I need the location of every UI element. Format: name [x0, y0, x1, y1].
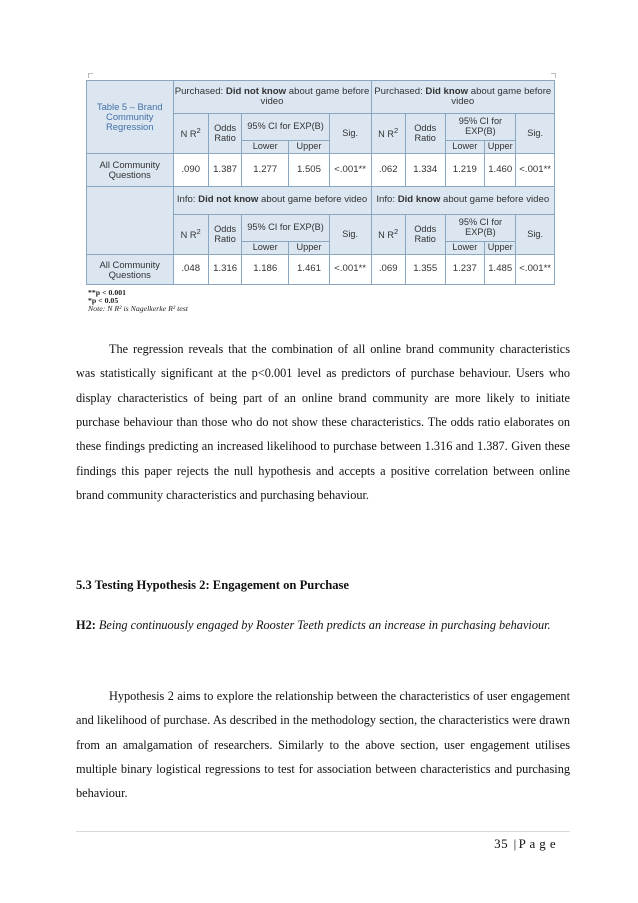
header-lower: Lower [445, 141, 485, 154]
section-purchased-did-know: Purchased: Did know about game before video [371, 81, 554, 114]
footer-separator: | [513, 836, 517, 851]
row-label: All Community Questions [87, 255, 174, 285]
footer-divider [76, 831, 570, 832]
table-notes [88, 289, 188, 313]
header-odds-ratio: Odds Ratio [208, 114, 241, 154]
cell-odds: 1.316 [208, 255, 241, 285]
cell-lower: 1.237 [445, 255, 485, 285]
header-ci: 95% CI for EXP(B) [445, 114, 516, 141]
page-number: 35 [494, 836, 508, 851]
header-lower: Lower [445, 242, 485, 255]
header-upper: Upper [289, 141, 330, 154]
header-nr2: N $R^2$ [173, 215, 208, 255]
header-sig: Sig. [329, 114, 371, 154]
header-nr2: N $R^2$ [173, 114, 208, 154]
section-purchased-did-not-know: Purchased: Did not know about game before video [173, 81, 371, 114]
cell-nr2: .062 [371, 154, 405, 187]
header-upper: Upper [485, 141, 516, 154]
cell-upper: 1.461 [289, 255, 330, 285]
page-footer [494, 836, 556, 852]
hypothesis-text: Being continuously engaged by Rooster Teeth predicts an increase in purchasing behaviour. [95, 618, 551, 632]
header-sig: Sig. [329, 215, 371, 255]
header-lower: Lower [242, 242, 289, 255]
cell-upper: 1.460 [485, 154, 516, 187]
header-sig: Sig. [516, 215, 555, 255]
cell-sig: <.001** [329, 154, 371, 187]
crop-mark-top-right [551, 73, 556, 78]
header-ci: 95% CI for EXP(B) [242, 215, 330, 242]
header-sig: Sig. [516, 114, 555, 154]
section-info-did-not-know: Info: Did not know about game before video [173, 187, 371, 215]
cell-odds: 1.334 [405, 154, 445, 187]
header-ci: 95% CI for EXP(B) [445, 215, 516, 242]
header-nr2: N $R^2$ [371, 215, 405, 255]
cell-upper: 1.505 [289, 154, 330, 187]
section-heading: 5.3 Testing Hypothesis 2: Engagement on Purchase [76, 578, 350, 592]
cell-odds: 1.355 [405, 255, 445, 285]
header-lower: Lower [242, 141, 289, 154]
cell-nr2: .090 [173, 154, 208, 187]
cell-nr2: .069 [371, 255, 405, 285]
crop-mark-top-left [88, 73, 93, 78]
paragraph-hypothesis-2: Hypothesis 2 aims to explore the relationship between the characteristics of user engagement and likelihood of purchase. As described in the methodology section, the characteristics were drawn from an amalgamation of researchers. Similarly to the above section, user engagement utilises multiple binary logistical regressions to test for association between characteristics and purchasing behaviour. [76, 689, 570, 801]
cell-lower: 1.277 [242, 154, 289, 187]
cell-upper: 1.485 [485, 255, 516, 285]
note-nagelkerke: Note: N R² is Nagelkerke R² test [88, 304, 188, 313]
cell-lower: 1.186 [242, 255, 289, 285]
header-odds-ratio: Odds Ratio [208, 215, 241, 255]
hypothesis-label: H2: [76, 618, 96, 632]
header-odds-ratio: Odds Ratio [405, 114, 445, 154]
cell-sig: <.001** [516, 255, 555, 285]
note-significance-1: **p < 0.001 [88, 288, 127, 297]
page-word: P a g e [518, 836, 556, 851]
header-odds-ratio: Odds Ratio [405, 215, 445, 255]
table-title: Table 5 – Brand Community Regression [87, 81, 174, 154]
paragraph-regression-results: The regression reveals that the combination of all online brand community characteristics was statistically significant at the p<0.001 level as predictors of purchase behaviour. Users who display characteristics of being part of an online brand community are more likely to initiate purchase behaviour than those who do not show these characteristics. The odds ratio elaborates on these findings predicting an increased likelihood to purchase between 1.316 and 1.387. Given these findings this paper rejects the null hypothesis and accepts a positive correlation between online brand community characteristics and purchasing behaviour. [76, 342, 570, 503]
header-upper: Upper [485, 242, 516, 255]
cell-odds: 1.387 [208, 154, 241, 187]
header-nr2: N $R^2$ [371, 114, 405, 154]
header-upper: Upper [289, 242, 330, 255]
cell-sig: <.001** [329, 255, 371, 285]
section-info-did-know: Info: Did know about game before video [371, 187, 554, 215]
cell-nr2: .048 [173, 255, 208, 285]
note-significance-2: *p < 0.05 [88, 296, 119, 305]
hypothesis-statement [76, 613, 570, 638]
regression-table [86, 80, 555, 285]
row-label-blank [87, 187, 174, 255]
row-label: All Community Questions [87, 154, 174, 187]
cell-lower: 1.219 [445, 154, 485, 187]
header-ci: 95% CI for EXP(B) [242, 114, 330, 141]
cell-sig: <.001** [516, 154, 555, 187]
